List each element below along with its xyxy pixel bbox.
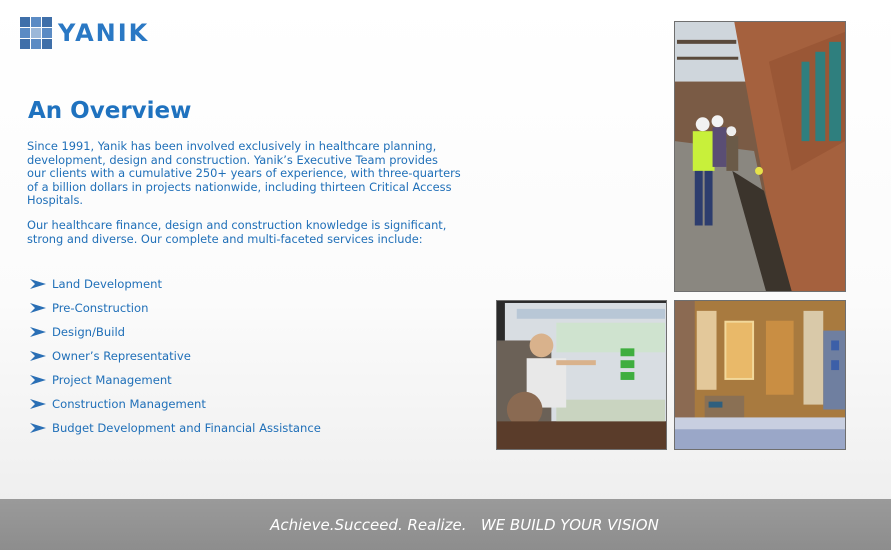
services-intro-paragraph (27, 219, 507, 246)
services-list (30, 272, 321, 440)
service-label: Owner’s Representative (52, 349, 191, 363)
service-item (30, 320, 321, 344)
service-item (30, 368, 321, 392)
service-item (30, 296, 321, 320)
service-label: Design/Build (52, 325, 126, 339)
service-item (30, 416, 321, 440)
service-item (30, 272, 321, 296)
service-item (30, 344, 321, 368)
arrow-icon (30, 399, 46, 409)
logo-text: YANIK (58, 19, 150, 47)
service-item (30, 392, 321, 416)
services-intro-line: Our healthcare finance, design and construction knowledge is significant, (27, 218, 447, 232)
arrow-icon (30, 351, 46, 361)
logo-grid-icon (20, 17, 52, 49)
arrow-icon (30, 423, 46, 433)
footer-bar (0, 499, 891, 550)
arrow-icon (30, 375, 46, 385)
intro-paragraph (27, 140, 507, 208)
meeting-photo (496, 300, 667, 450)
service-label: Project Management (52, 373, 172, 387)
arrow-icon (30, 279, 46, 289)
intro-line: development, design and construction. Yanik’s Executive Team provides (27, 152, 438, 167)
company-logo (20, 17, 149, 49)
arrow-icon (30, 303, 46, 313)
services-intro-line: strong and diverse. Our complete and multi-faceted services include: (27, 231, 423, 246)
hospital-room-photo (674, 300, 846, 450)
service-label: Construction Management (52, 397, 206, 411)
construction-site-photo (674, 21, 846, 292)
page-title: An Overview (28, 98, 192, 124)
service-label: Budget Development and Financial Assistance (52, 421, 321, 435)
intro-line: of a billion dollars in projects nationwide, including thirteen Critical Access Hospitals. (27, 179, 452, 208)
intro-line: our clients with a cumulative 250+ years of experience, with three-quarters (27, 166, 461, 181)
footer-tagline: Achieve.Succeed. Realize. WE BUILD YOUR VISION (270, 515, 659, 534)
service-label: Land Development (52, 277, 163, 291)
service-label: Pre-Construction (52, 301, 149, 315)
arrow-icon (30, 327, 46, 337)
intro-line: Since 1991, Yanik has been involved exclusively in healthcare planning, (27, 139, 437, 153)
